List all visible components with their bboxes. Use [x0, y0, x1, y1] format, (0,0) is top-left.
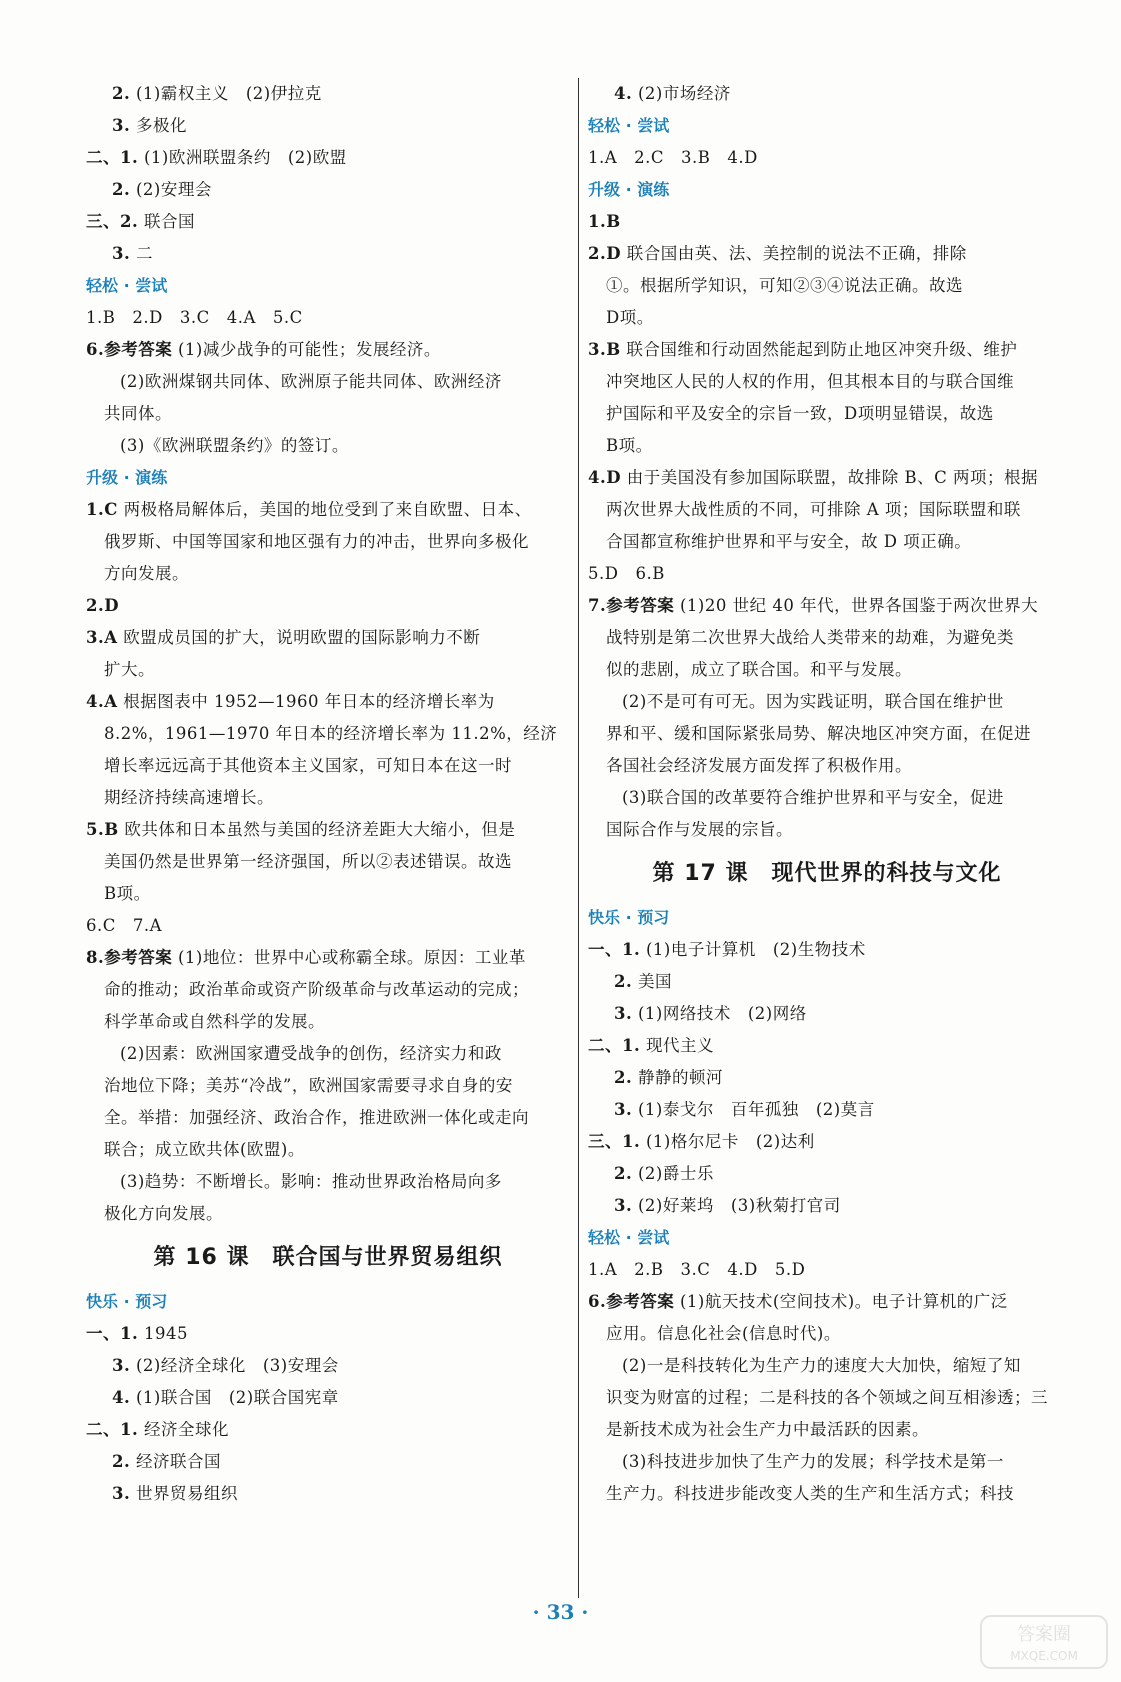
answer-text: 美国 — [637, 972, 672, 991]
answer-text: 1.B 2.D 3.C 4.A 5.C — [86, 308, 303, 327]
answer-text: ①。根据所学知识，可知②③④说法正确。故选 — [606, 276, 963, 295]
answer-line — [588, 430, 1066, 462]
answer-text: 冲突地区人民的人权的作用，但其根本目的与联合国维 — [606, 372, 1014, 391]
answer-text: 战特别是第二次世界大战给人类带来的劫难，为避免类 — [606, 628, 1014, 647]
answer-text: (1)地位：世界中心或称霸全球。原因：工业革 — [177, 948, 526, 967]
answer-text: 全。举措：加强经济、政治合作，推进欧洲一体化或走向 — [104, 1108, 529, 1127]
answer-text: (2)欧洲煤钢共同体、欧洲原子能共同体、欧洲经济 — [120, 372, 502, 391]
answer-line — [588, 1030, 1066, 1062]
answer-text: (2)爵士乐 — [637, 1164, 714, 1183]
answer-text: 美国仍然是世界第一经济强国，所以②表述错误。故选 — [104, 852, 512, 871]
answer-line — [86, 942, 570, 974]
answer-line — [588, 462, 1066, 494]
answer-line — [86, 974, 570, 1006]
answer-text: (3)科技进步加快了生产力的发展；科学技术是第一 — [622, 1452, 1004, 1471]
answer-line — [588, 1318, 1066, 1350]
answer-text: 经济全球化 — [143, 1420, 229, 1439]
answer-text: 联合国 — [143, 212, 195, 231]
answer-text: 6.C 7.A — [86, 916, 163, 935]
answer-line — [86, 590, 570, 622]
answer-text: 5.D 6.B — [588, 564, 665, 583]
answer-number: 2.D — [588, 244, 622, 263]
answer-line — [86, 366, 570, 398]
answer-number: 3.B — [588, 340, 621, 359]
answer-text: 扩大。 — [104, 660, 155, 679]
answer-number: 6.参考答案 — [86, 340, 173, 359]
answer-number: 5.B — [86, 820, 119, 839]
answer-text: (2)市场经济 — [637, 84, 731, 103]
answer-line — [588, 526, 1066, 558]
answer-text: 现代主义 — [645, 1036, 714, 1055]
answer-text: (1)联合国 (2)联合国宪章 — [135, 1388, 339, 1407]
answer-line — [588, 1190, 1066, 1222]
answer-line — [86, 1070, 570, 1102]
answer-text: 经济联合国 — [135, 1452, 221, 1471]
answer-line — [86, 1134, 570, 1166]
answer-line — [86, 1350, 570, 1382]
answer-line — [86, 142, 570, 174]
answer-text: (3)联合国的改革要符合维护世界和平与安全，促进 — [622, 788, 1004, 807]
answer-line — [86, 1318, 570, 1350]
answer-line — [588, 782, 1066, 814]
answer-line — [86, 302, 570, 334]
answer-line — [588, 1158, 1066, 1190]
answer-number: 8.参考答案 — [86, 948, 173, 967]
answer-number: 2. — [112, 180, 131, 199]
answer-text: (1)格尔尼卡 (2)达利 — [645, 1132, 815, 1151]
answer-line — [588, 1126, 1066, 1158]
answer-text: (1)减少战争的可能性；发展经济。 — [177, 340, 441, 359]
answer-line — [588, 398, 1066, 430]
answer-number: 7.参考答案 — [588, 596, 675, 615]
answer-text: B项。 — [104, 884, 151, 903]
answer-line — [86, 750, 570, 782]
svg-text:MXQE.COM: MXQE.COM — [1010, 1649, 1078, 1663]
answer-text: 多极化 — [135, 116, 187, 135]
answer-line — [588, 494, 1066, 526]
answer-line — [588, 718, 1066, 750]
answer-line — [86, 814, 570, 846]
answer-text: 极化方向发展。 — [104, 1204, 223, 1223]
answer-number: 2. — [614, 1068, 633, 1087]
answer-line — [588, 1446, 1066, 1478]
answer-number: 2.D — [86, 596, 120, 615]
section-label: 轻松 · 尝试 — [588, 1228, 670, 1247]
answer-text: 二 — [135, 244, 153, 263]
answer-line — [86, 1198, 570, 1230]
answer-text: 护国际和平及安全的宗旨一致，D项明显错误，故选 — [606, 404, 994, 423]
answer-line — [86, 526, 570, 558]
watermark-logo — [979, 1612, 1109, 1672]
answer-line — [86, 1414, 570, 1446]
lesson-heading: 第 17 课 现代世界的科技与文化 — [652, 861, 1002, 886]
answer-text: 科学革命或自然科学的发展。 — [104, 1012, 325, 1031]
answer-text: (3)趋势：不断增长。影响：推动世界政治格局向多 — [120, 1172, 502, 1191]
answer-line — [588, 238, 1066, 270]
answer-number: 3. — [112, 1356, 131, 1375]
answer-line — [588, 590, 1066, 622]
answer-text: 国际合作与发展的宗旨。 — [606, 820, 793, 839]
answer-text: 识变为财富的过程；二是科技的各个领域之间互相渗透；三 — [606, 1388, 1048, 1407]
answer-line — [588, 814, 1066, 846]
answer-text: 生产力。科技进步能改变人类的生产和生活方式；科技 — [606, 1484, 1014, 1503]
answer-text: (2)一是科技转化为生产力的速度大大加快，缩短了知 — [622, 1356, 1021, 1375]
answer-text: (2)好莱坞 (3)秋菊打官司 — [637, 1196, 841, 1215]
answer-number: 三、2. — [86, 212, 139, 231]
section-label: 快乐 · 预习 — [588, 908, 670, 927]
answer-number: 3. — [112, 1484, 131, 1503]
answer-line — [86, 1478, 570, 1510]
answer-line — [86, 910, 570, 942]
answer-line — [588, 622, 1066, 654]
answer-text: (1)航天技术(空间技术)。电子计算机的广泛 — [679, 1292, 1008, 1311]
answer-line — [588, 1414, 1066, 1446]
answer-text: (1)泰戈尔 百年孤独 (2)莫言 — [637, 1100, 875, 1119]
answer-line — [588, 998, 1066, 1030]
answer-line — [86, 654, 570, 686]
answer-line — [588, 334, 1066, 366]
answer-line — [86, 398, 570, 430]
answer-text: (1)网络技术 (2)网络 — [637, 1004, 807, 1023]
answer-text: 界和平、缓和国际紧张局势、解决地区冲突方面，在促进 — [606, 724, 1031, 743]
answer-line — [86, 782, 570, 814]
answer-number: 3. — [112, 116, 131, 135]
answer-line — [588, 1062, 1066, 1094]
answer-line — [588, 654, 1066, 686]
answer-line — [588, 686, 1066, 718]
answer-text: 8.2%，1961—1970 年日本的经济增长率为 11.2%，经济 — [104, 724, 558, 743]
answer-line — [86, 1102, 570, 1134]
answer-line — [86, 622, 570, 654]
answer-text: 俄罗斯、中国等国家和地区强有力的冲击，世界向多极化 — [104, 532, 529, 551]
answer-text: 各国社会经济发展方面发挥了积极作用。 — [606, 756, 912, 775]
answer-text: 欧共体和日本虽然与美国的经济差距大大缩小，但是 — [124, 820, 516, 839]
answer-line — [86, 110, 570, 142]
answer-text: (1)电子计算机 (2)生物技术 — [645, 940, 866, 959]
section-label: 快乐 · 预习 — [86, 1292, 168, 1311]
svg-text:答案圈: 答案圈 — [1017, 1624, 1071, 1645]
answer-number: 4. — [614, 84, 633, 103]
answer-number: 3. — [614, 1196, 633, 1215]
answer-text: (2)因素：欧洲国家遭受战争的创伤，经济实力和政 — [120, 1044, 502, 1063]
answer-line — [588, 1478, 1066, 1510]
answer-text: 两次世界大战性质的不同，可排除 A 项；国际联盟和联 — [606, 500, 1021, 519]
answer-line — [86, 430, 570, 462]
answer-text: 静静的顿河 — [637, 1068, 723, 1087]
answer-line — [86, 718, 570, 750]
answer-line — [86, 686, 570, 718]
answer-line — [588, 934, 1066, 966]
answer-line — [588, 966, 1066, 998]
answer-text: (1)欧洲联盟条约 (2)欧盟 — [143, 148, 347, 167]
answer-number: 三、1. — [588, 1132, 641, 1151]
answer-text: (2)安理会 — [135, 180, 212, 199]
section-label: 轻松 · 尝试 — [86, 276, 168, 295]
answer-line — [86, 238, 570, 270]
answer-line — [86, 334, 570, 366]
answer-number: 二、1. — [588, 1036, 641, 1055]
section-label: 轻松 · 尝试 — [588, 116, 670, 135]
answer-line — [588, 302, 1066, 334]
answer-number: 3. — [614, 1004, 633, 1023]
lesson-heading: 第 16 课 联合国与世界贸易组织 — [153, 1245, 503, 1270]
answer-number: 二、1. — [86, 1420, 139, 1439]
answer-line — [588, 366, 1066, 398]
answer-line — [588, 78, 1066, 110]
answer-text: 由于美国没有参加国际联盟，故排除 B、C 两项；根据 — [626, 468, 1039, 487]
answer-line — [86, 878, 570, 910]
answer-line — [86, 846, 570, 878]
answer-number: 2. — [112, 84, 131, 103]
answer-line — [86, 494, 570, 526]
answer-number: 3. — [112, 244, 131, 263]
answer-text: 增长率远远高于其他资本主义国家，可知日本在这一时 — [104, 756, 512, 775]
answer-text: 世界贸易组织 — [135, 1484, 238, 1503]
left-column — [86, 78, 570, 1510]
answer-text: (1)霸权主义 (2)伊拉克 — [135, 84, 322, 103]
answer-number: 1.B — [588, 212, 621, 231]
right-column — [588, 78, 1066, 1510]
answer-number: 6.参考答案 — [588, 1292, 675, 1311]
answer-number: 2. — [614, 1164, 633, 1183]
answer-line — [588, 206, 1066, 238]
answer-text: 似的悲剧，成立了联合国。和平与发展。 — [606, 660, 912, 679]
answer-text: 是新技术成为社会生产力中最活跃的因素。 — [606, 1420, 929, 1439]
answer-line — [588, 142, 1066, 174]
answer-number: 4.A — [86, 692, 118, 711]
answer-line — [588, 1382, 1066, 1414]
answer-number: 2. — [112, 1452, 131, 1471]
section-label: 升级 · 演练 — [588, 180, 670, 199]
answer-line — [86, 1006, 570, 1038]
answer-line — [588, 1094, 1066, 1126]
answer-line — [86, 1446, 570, 1478]
answer-text: 联合；成立欧共体(欧盟)。 — [104, 1140, 305, 1159]
answer-line — [86, 1166, 570, 1198]
section-label: 升级 · 演练 — [86, 468, 168, 487]
answer-number: 4. — [112, 1388, 131, 1407]
answer-line — [86, 206, 570, 238]
answer-number: 4.D — [588, 468, 622, 487]
answer-text: (3)《欧洲联盟条约》的签订。 — [120, 436, 349, 455]
answer-text: 根据图表中 1952—1960 年日本的经济增长率为 — [123, 692, 495, 711]
answer-text: 方向发展。 — [104, 564, 189, 583]
answer-text: 合国都宣称维护世界和平与安全，故 D 项正确。 — [606, 532, 972, 551]
answer-text: 联合国维和行动固然能起到防止地区冲突升级、维护 — [626, 340, 1018, 359]
answer-number: 2. — [614, 972, 633, 991]
answer-number: 3.A — [86, 628, 118, 647]
answer-line — [588, 1350, 1066, 1382]
answer-text: 联合国由英、法、美控制的说法不正确，排除 — [626, 244, 967, 263]
answer-text: 1.A 2.B 3.C 4.D 5.D — [588, 1260, 806, 1279]
answer-text: (2)经济全球化 (3)安理会 — [135, 1356, 339, 1375]
answer-text: 应用。信息化社会(信息时代)。 — [606, 1324, 841, 1343]
answer-text: D项。 — [606, 308, 654, 327]
answer-number: 二、1. — [86, 148, 139, 167]
answer-text: 1945 — [143, 1324, 188, 1343]
answer-number: 1.C — [86, 500, 118, 519]
answer-line — [588, 558, 1066, 590]
answer-line — [86, 174, 570, 206]
answer-text: (2)不是可有可无。因为实践证明，联合国在维护世 — [622, 692, 1004, 711]
answer-text: 期经济持续高速增长。 — [104, 788, 274, 807]
answer-line — [86, 558, 570, 590]
answer-line — [588, 1254, 1066, 1286]
answer-number: 一、1. — [588, 940, 641, 959]
answer-text: 两极格局解体后，美国的地位受到了来自欧盟、日本、 — [123, 500, 532, 519]
answer-line — [588, 1286, 1066, 1318]
answer-line — [86, 78, 570, 110]
answer-text: 治地位下降；美苏“冷战”，欧洲国家需要寻求自身的安 — [104, 1076, 513, 1095]
answer-line — [86, 1038, 570, 1070]
answer-line — [86, 1382, 570, 1414]
answer-text: 共同体。 — [104, 404, 172, 423]
answer-line — [588, 750, 1066, 782]
page-number: · 33 · — [532, 1600, 589, 1624]
answer-line — [588, 270, 1066, 302]
answer-text: 命的推动；政治革命或资产阶级革命与改革运动的完成； — [104, 980, 529, 999]
answer-text: (1)20 世纪 40 年代，世界各国鉴于两次世界大 — [679, 596, 1039, 615]
column-divider — [578, 78, 579, 1598]
answer-number: 一、1. — [86, 1324, 139, 1343]
answer-text: B项。 — [606, 436, 653, 455]
answer-number: 3. — [614, 1100, 633, 1119]
answer-text: 欧盟成员国的扩大，说明欧盟的国际影响力不断 — [123, 628, 481, 647]
answer-text: 1.A 2.C 3.B 4.D — [588, 148, 758, 167]
